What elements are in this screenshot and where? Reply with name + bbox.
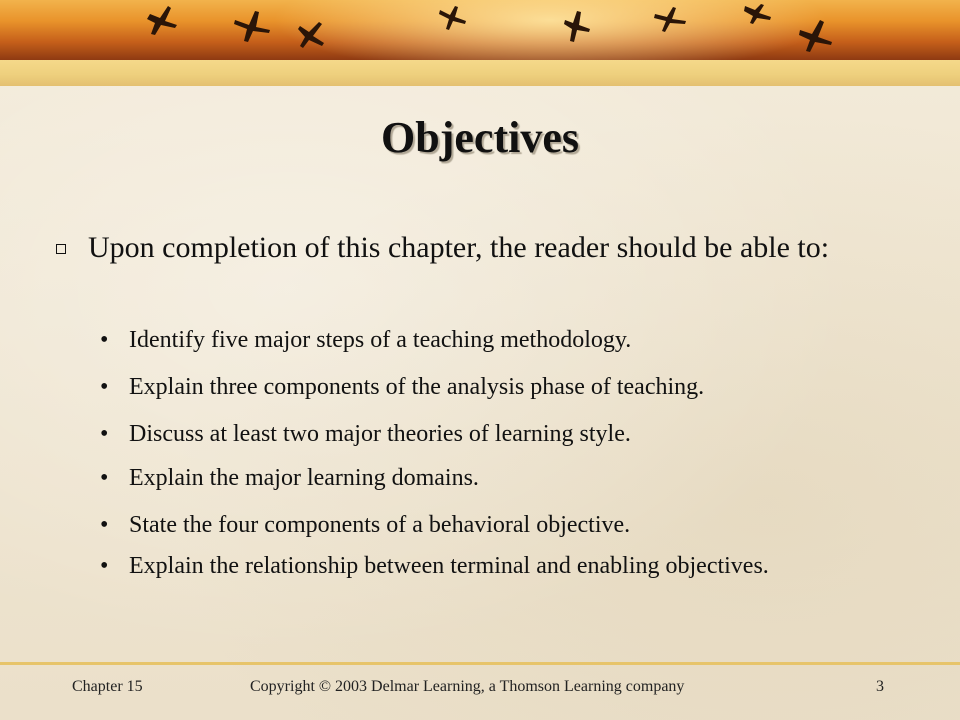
footer-divider — [0, 662, 960, 665]
sub-bullet-text: Identify five major steps of a teaching methodology. — [129, 327, 632, 353]
gold-header-band — [0, 60, 960, 86]
footer-chapter: Chapter 15 — [72, 678, 143, 695]
flying-geese-icon — [0, 0, 960, 60]
main-bullet-text: Upon completion of this chapter, the reader should be able to: — [88, 231, 830, 264]
sub-bullet-text: Explain three components of the analysis phase of teaching. — [129, 374, 705, 400]
sub-bullet-text: State the four components of a behavioral objective. — [129, 512, 631, 538]
sub-bullet-text: Explain the major learning domains. — [129, 465, 479, 491]
bullet-dot-icon: • — [100, 327, 109, 353]
bullet-dot-icon: • — [100, 374, 109, 400]
footer-page-number: 3 — [876, 678, 884, 695]
sunset-geese-banner — [0, 0, 960, 60]
footer — [0, 678, 960, 702]
hollow-square-bullet-icon — [56, 244, 66, 254]
footer-copyright: Copyright © 2003 Delmar Learning, a Thomson Learning company — [250, 678, 685, 695]
bullet-dot-icon: • — [100, 421, 109, 447]
bullet-dot-icon: • — [100, 465, 109, 491]
bullet-dot-icon: • — [100, 553, 109, 579]
bullet-dot-icon: • — [100, 512, 109, 538]
sub-bullet-text: Explain the relationship between terminal and enabling objectives. — [129, 553, 769, 579]
slide-title: Objectives — [381, 113, 579, 162]
sub-bullet-text: Discuss at least two major theories of learning style. — [129, 421, 631, 447]
